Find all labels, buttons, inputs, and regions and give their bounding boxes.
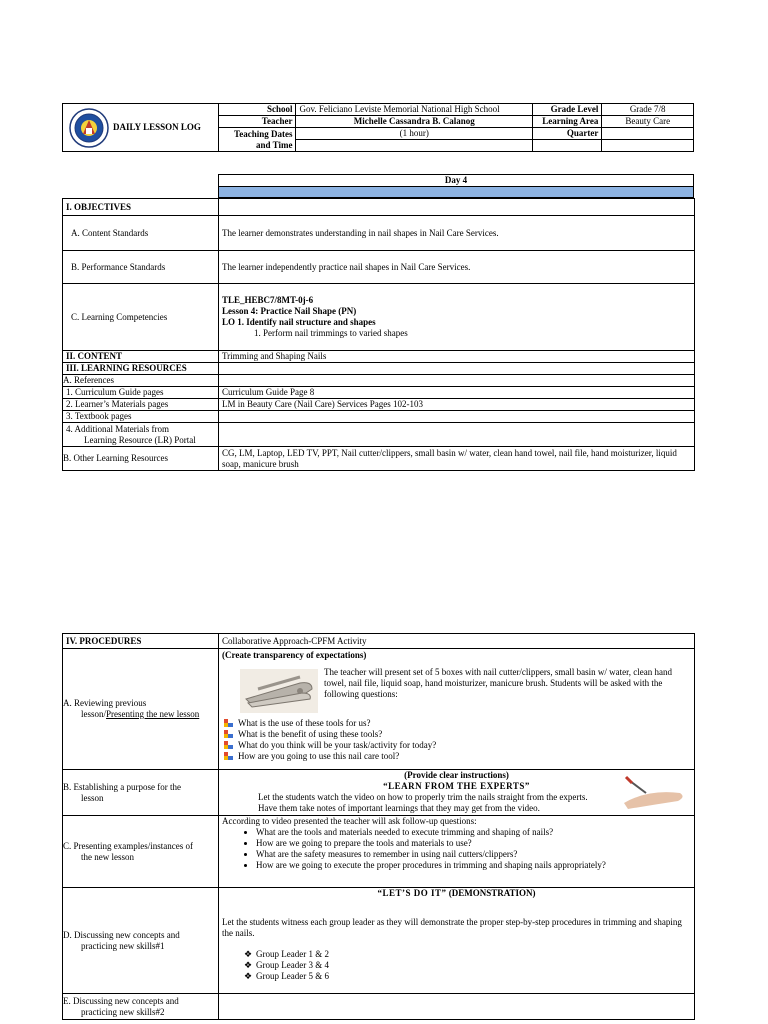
content-standards-label: A. Content Standards xyxy=(63,216,219,251)
content-value: Trimming and Shaping Nails xyxy=(219,351,695,363)
competencies-label: C. Learning Competencies xyxy=(63,284,219,351)
nail-clipper-icon xyxy=(240,669,318,713)
diamond-bullet-icon: ❖ xyxy=(244,949,253,959)
quarter-value xyxy=(602,128,694,140)
quarter-label: Quarter xyxy=(532,128,601,140)
proc-b-subtitle: “LEARN FROM THE EXPERTS” xyxy=(383,781,530,791)
dates-label xyxy=(218,128,295,152)
textbook-label: 3. Textbook pages xyxy=(63,411,219,423)
day-band xyxy=(219,187,694,198)
arrow-bullet-icon xyxy=(224,741,234,750)
dates-label-line2: and Time xyxy=(256,139,293,150)
teacher-value: Michelle Cassandra B. Calanog xyxy=(296,116,532,128)
proc-b-label: B. Establishing a purpose for the lesson xyxy=(63,770,219,816)
content-heading: II. CONTENT xyxy=(63,351,219,363)
competencies-value xyxy=(219,284,695,351)
list-item: What do you think will be your task/activity for today? xyxy=(222,740,691,751)
additional-label: 4. Additional Materials from Learning Resource (LR) Portal xyxy=(63,423,219,447)
cg-label: 1. Curriculum Guide pages xyxy=(63,387,219,399)
area-label: Learning Area xyxy=(532,116,601,128)
performance-standards-label: B. Performance Standards xyxy=(63,251,219,284)
competency-code: TLE_HEBC7/8MT-0j-6 xyxy=(222,295,314,305)
grade-value: Grade 7/8 xyxy=(602,104,694,116)
proc-a-title: (Create transparency of expectations) xyxy=(222,650,367,660)
competency-item: 1. Perform nail trimmings to varied shapes xyxy=(254,328,408,338)
list-item: What is the use of these tools for us? xyxy=(222,718,691,729)
list-item: What is the benefit of using these tools? xyxy=(222,729,691,740)
header-title: DAILY LESSON LOG xyxy=(113,122,201,132)
list-item: • What are the safety measures to remember in using nail cutters/clippers? xyxy=(256,849,691,860)
resources-heading: III. LEARNING RESOURCES xyxy=(63,363,219,375)
competency-lesson: Lesson 4: Practice Nail Shape (PN) xyxy=(222,306,357,316)
list-item: ❖ Group Leader 1 & 2 xyxy=(244,949,329,959)
nail-trimming-photo-icon xyxy=(618,771,688,811)
diamond-bullet-icon: ❖ xyxy=(244,960,253,970)
other-resources-label: B. Other Learning Resources xyxy=(63,447,219,471)
competency-lo: LO 1. Identify nail structure and shapes xyxy=(222,317,376,327)
diamond-bullet-icon: ❖ xyxy=(244,971,253,981)
proc-e-label: E. Discussing new concepts and practicing new skills#2 xyxy=(63,994,219,1020)
header-logo-cell xyxy=(63,104,219,152)
cg-value: Curriculum Guide Page 8 xyxy=(219,387,695,399)
proc-b-title: (Provide clear instructions) xyxy=(404,770,509,780)
proc-c-intro: According to video presented the teacher will ask follow-up questions: xyxy=(222,816,477,826)
proc-a-questions xyxy=(222,718,691,762)
performance-standards-value: The learner independently practice nail shapes in Nail Care Services. xyxy=(219,251,695,284)
lm-label: 2. Learner’s Materials pages xyxy=(63,399,219,411)
arrow-bullet-icon xyxy=(224,730,234,739)
proc-a-label: A. Reviewing previous lesson/Presenting the new lesson xyxy=(63,649,219,770)
proc-c-label: C. Presenting examples/instances of the new lesson xyxy=(63,816,219,888)
dates-label-line1: Teaching Dates xyxy=(234,128,293,139)
proc-a-text: The teacher will present set of 5 boxes with nail cutter/clippers, small basin w/ water, clean hand towel, nail file, liquid soap, hand moisturizer, manicure brush. Students will be asked with the following questions: xyxy=(324,667,673,699)
day-label: Day 4 xyxy=(219,175,694,187)
arrow-bullet-icon xyxy=(224,752,234,761)
proc-b-text: Let the students watch the video on how to properly trim the nails straight from the experts. Have them take notes of important learnings that they may get from the video. xyxy=(258,792,588,813)
procedures-table xyxy=(62,633,695,1020)
proc-c-questions xyxy=(222,827,691,871)
area-value: Beauty Care xyxy=(602,116,694,128)
procedures-heading: IV. PROCEDURES xyxy=(63,634,219,649)
header-table xyxy=(62,103,694,152)
grade-label: Grade Level xyxy=(532,104,601,116)
arrow-bullet-icon xyxy=(224,719,234,728)
list-item: • How are we going to prepare the tools and materials to use? xyxy=(256,838,691,849)
references-label: A. References xyxy=(63,375,219,387)
proc-d-title: “LET’S DO IT” (DEMONSTRATION) xyxy=(377,888,536,898)
deped-seal-icon xyxy=(69,108,109,148)
proc-e-body xyxy=(219,994,695,1020)
proc-d-body xyxy=(219,888,695,994)
content-standards-value: The learner demonstrates understanding in nail shapes in Nail Care Services. xyxy=(219,216,695,251)
teacher-label: Teacher xyxy=(218,116,295,128)
dates-value: (1 hour) xyxy=(296,128,532,140)
lesson-table xyxy=(62,198,695,471)
day-header-table xyxy=(218,174,694,198)
other-resources-value: CG, LM, Laptop, LED TV, PPT, Nail cutter/clippers, small basin w/ water, clean hand towel, nail file, hand moisturizer, liquid soap, manicure brush xyxy=(219,447,695,471)
list-item: • What are the tools and materials needed to execute trimming and shaping of nails? xyxy=(256,827,691,838)
lm-value: LM in Beauty Care (Nail Care) Services Pages 102-103 xyxy=(219,399,695,411)
proc-d-text: Let the students witness each group leader as they will demonstrate the proper step-by-step procedures in trimming and shaping the nails. xyxy=(222,917,682,938)
list-item: • How are we going to execute the proper procedures in trimming and shaping nails appropriately? xyxy=(256,860,691,871)
procedures-approach: Collaborative Approach-CPFM Activity xyxy=(219,634,695,649)
school-label: School xyxy=(218,104,295,116)
school-value: Gov. Feliciano Leviste Memorial National High School xyxy=(296,104,532,116)
list-item: ❖ Group Leader 3 & 4 xyxy=(244,960,329,970)
list-item: How are you going to use this nail care tool? xyxy=(222,751,691,762)
objectives-heading: I. OBJECTIVES xyxy=(63,199,219,216)
proc-c-body xyxy=(219,816,695,888)
proc-d-label: D. Discussing new concepts and practicing new skills#1 xyxy=(63,888,219,994)
proc-b-body xyxy=(219,770,695,816)
list-item: ❖ Group Leader 5 & 6 xyxy=(244,971,329,981)
proc-a-body xyxy=(219,649,695,770)
